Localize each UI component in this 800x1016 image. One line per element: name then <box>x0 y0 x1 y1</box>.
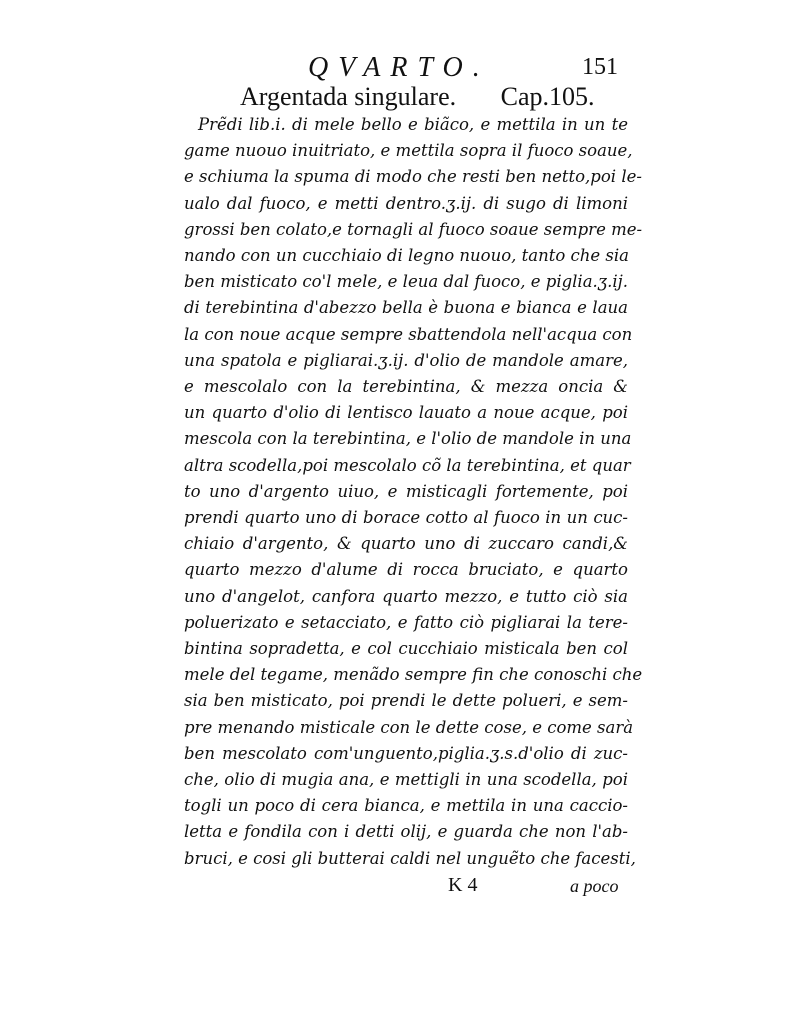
body-text <box>184 112 643 872</box>
text-line: prendi quarto uno di borace cotto al fuoco in un cuc- <box>184 508 628 528</box>
text-line: altra scodella,poi mescolalo cõ la terebintina, et quar <box>184 455 631 475</box>
text-line: e schiuma la spuma di modo che resti ben netto,poi le- <box>184 167 642 187</box>
text-line: poluerizato e setacciato, e fatto ciò pigliarai la tere- <box>184 612 628 632</box>
text-line: bintina sopradetta, e col cucchiaio misticala ben col <box>184 639 628 659</box>
text-line: mescola con la terebintina, e l'olio de mandole in una <box>184 429 632 449</box>
text-line: uno d'angelot, canfora quarto mezzo, e tutto ciò sia <box>184 586 628 606</box>
text-line: di terebintina d'abezzo bella è buona e bianca e laua <box>184 298 628 318</box>
text-line: grossi ben colato,e tornagli al fuoco soaue sempre me- <box>184 219 643 239</box>
text-line: togli un poco di cera bianca, e mettila in una caccio- <box>184 796 628 816</box>
text-line: letta e fondila con i detti olij, e guarda che non l'ab- <box>184 822 628 842</box>
catchword: a poco <box>570 876 619 896</box>
text-line: e mescolalo con la terebintina, & mezza oncia & <box>184 377 628 397</box>
page-number: 151 <box>582 54 618 80</box>
text-line: un quarto d'olio di lentisco lauato a noue acque, poi <box>184 403 628 423</box>
text-line: nando con un cucchiaio di legno nuouo, tanto che sia <box>184 246 630 266</box>
running-head <box>0 52 800 84</box>
text-line: to uno d'argento uiuo, e misticagli fortemente, poi <box>184 481 628 501</box>
text-line: quarto mezzo d'alume di rocca bruciato, e quarto <box>184 560 628 580</box>
text-line: la con noue acque sempre sbattendola nell'acqua con <box>184 324 633 344</box>
text-line: ben misticato co'l mele, e leua dal fuoco, e piglia.ʒ.ij. <box>184 272 628 292</box>
text-line: che, olio di mugia ana, e mettigli in una scodella, poi <box>184 770 628 790</box>
text-line: Prẽdi lib.i. di mele bello e biãco, e mettila in un te <box>198 115 628 134</box>
text-line: chiaio d'argento, & quarto uno di zuccaro candi,& <box>184 534 628 554</box>
text-line: mele del tegame, menãdo sempre fin che conoschi che <box>184 665 643 685</box>
text-line: ben mescolato com'unguento,piglia.ʒ.s.d'olio di zuc- <box>184 743 628 763</box>
text-line: game nuouo inuitriato, e mettila sopra il fuoco soaue, <box>184 141 633 161</box>
text-line: sia ben misticato, poi prendi le dette polueri, e sem- <box>184 691 628 711</box>
signature-mark: K 4 <box>448 874 478 896</box>
text-line: bruci, e cosi gli butterai caldi nel unguẽto che facesti, <box>184 848 636 868</box>
text-line: una spatola e pigliarai.ʒ.ij. d'olio de mandole amare, <box>184 350 628 370</box>
running-title: QVARTO. <box>308 52 490 83</box>
chapter-heading <box>240 82 595 112</box>
chapter-number: Cap.105. <box>500 82 595 111</box>
chapter-title: Argentada singulare. <box>240 82 457 111</box>
text-line: pre menando misticale con le dette cose, e come sarà <box>184 717 634 737</box>
footer-line <box>0 874 800 904</box>
text-line: ualo dal fuoco, e metti dentro.ʒ.ij. di sugo di limoni <box>184 193 628 213</box>
